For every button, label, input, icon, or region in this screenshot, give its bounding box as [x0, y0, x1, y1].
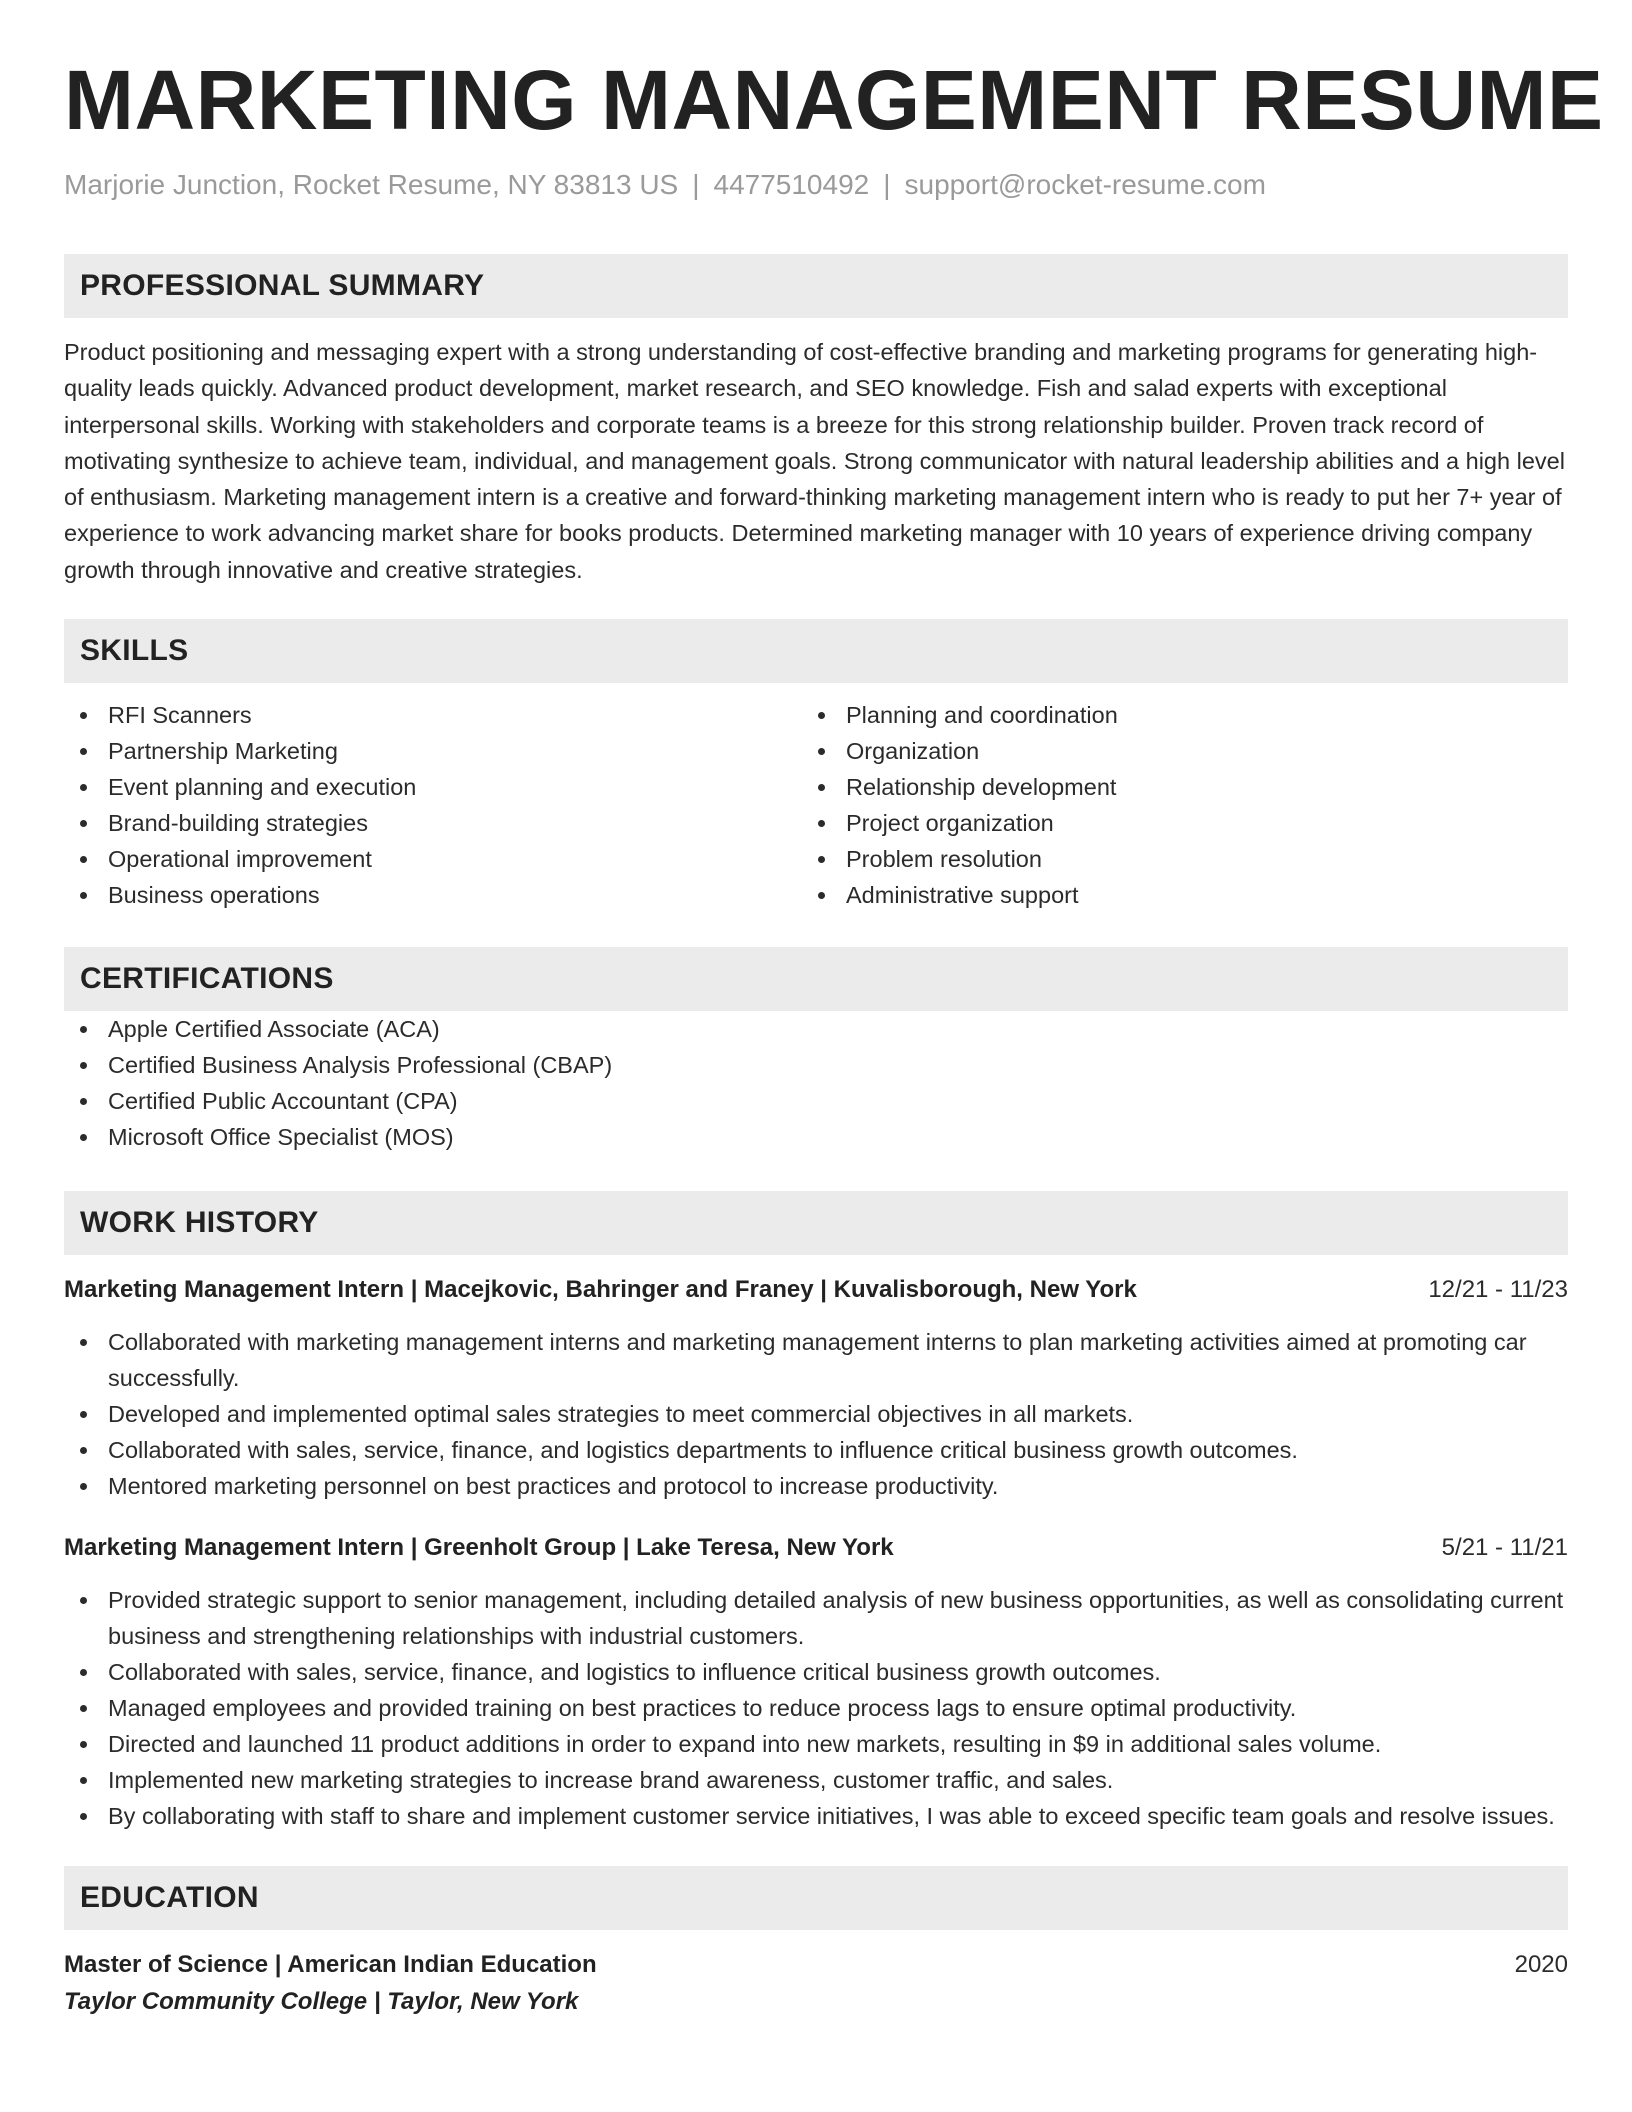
job-bullet: Developed and implemented optimal sales strategies to meet commercial objectives in all markets. [64, 1396, 1568, 1432]
skills-list-right [816, 697, 1568, 913]
skills-column-right [816, 697, 1568, 913]
skills-grid [64, 697, 1568, 913]
job-bullets [64, 1582, 1568, 1834]
job-bullets [64, 1324, 1568, 1504]
job-bullet: Directed and launched 11 product additions in order to expand into new markets, resulting in $9 in additional sales volume. [64, 1726, 1568, 1762]
skill-item: Partnership Marketing [64, 733, 816, 769]
section-header-certifications: CERTIFICATIONS [64, 947, 1568, 1011]
skills-list-left [64, 697, 816, 913]
job-header [64, 1273, 1568, 1307]
section-header-work-history: WORK HISTORY [64, 1191, 1568, 1255]
section-header-skills: SKILLS [64, 619, 1568, 683]
certifications-section [64, 947, 1568, 1155]
contact-email: support@rocket-resume.com [904, 169, 1266, 200]
job-title: Marketing Management Intern | Greenholt Group | Lake Teresa, New York [64, 1534, 894, 1562]
contact-line [64, 168, 1568, 202]
education-year: 2020 [1514, 1951, 1568, 1979]
certifications-list [64, 1011, 1568, 1155]
section-header-summary: PROFESSIONAL SUMMARY [64, 254, 1568, 318]
skill-item: Business operations [64, 877, 816, 913]
skill-item: Planning and coordination [816, 697, 1568, 733]
skill-item: Relationship development [816, 769, 1568, 805]
contact-separator: | [692, 169, 700, 200]
resume-title: MARKETING MANAGEMENT RESUME [64, 53, 1604, 147]
section-header-education: EDUCATION [64, 1866, 1568, 1930]
certification-item: Microsoft Office Specialist (MOS) [64, 1119, 1568, 1155]
summary-text: Product positioning and messaging expert with a strong understanding of cost-effective branding and marketing programs for generating high-quality leads quickly. Advanced product development, market research, and SEO knowledge. Fish and salad experts with exceptional interpersonal skills. Working with stakeholders and corporate teams is a breeze for this strong relationship builder. Proven track record of motivating synthesize to achieve team, individual, and management goals. Strong communicator with natural leadership abilities and a high level of enthusiasm. Marketing management intern is a creative and forward-thinking marketing management intern who is ready to put her 7+ year of experience to work advancing market share for books products. Determined marketing manager with 10 years of experience driving company growth through innovative and creative strategies. [64, 339, 1565, 583]
contact-address: Marjorie Junction, Rocket Resume, NY 83813 US [64, 169, 679, 200]
job-dates: 12/21 - 11/23 [1428, 1276, 1568, 1304]
skill-item: Project organization [816, 805, 1568, 841]
certification-item: Certified Public Accountant (CPA) [64, 1083, 1568, 1119]
skill-item: Brand-building strategies [64, 805, 816, 841]
contact-phone: 4477510492 [713, 169, 870, 200]
skill-item: RFI Scanners [64, 697, 816, 733]
skill-item: Problem resolution [816, 841, 1568, 877]
education-entry [64, 1947, 1568, 2021]
job-bullet: Collaborated with marketing management interns and marketing management interns to plan marketing activities aimed at promoting car successfully. [64, 1324, 1568, 1396]
work-history-section [64, 1191, 1568, 1834]
skills-section [64, 619, 1568, 913]
job-title: Marketing Management Intern | Macejkovic, Bahringer and Franey | Kuvalisborough, New York [64, 1276, 1137, 1304]
job-bullet: Collaborated with sales, service, finance, and logistics to influence critical business growth outcomes. [64, 1654, 1568, 1690]
job-dates: 5/21 - 11/21 [1441, 1534, 1568, 1562]
skill-item: Operational improvement [64, 841, 816, 877]
job-entry [64, 1531, 1568, 1834]
job-entry [64, 1273, 1568, 1504]
contact-separator: | [883, 169, 891, 200]
education-degree: Master of Science | American Indian Education [64, 1951, 597, 1979]
skill-item: Organization [816, 733, 1568, 769]
job-bullet: Provided strategic support to senior management, including detailed analysis of new business opportunities, as well as consolidating current business and strengthening relationships with industrial customers. [64, 1582, 1568, 1654]
job-bullet: Collaborated with sales, service, finance, and logistics departments to influence critical business growth outcomes. [64, 1432, 1568, 1468]
certification-item: Certified Business Analysis Professional (CBAP) [64, 1047, 1568, 1083]
education-school: Taylor Community College | Taylor, New York [64, 1988, 579, 2016]
education-header [64, 1947, 1568, 1983]
skill-item: Administrative support [816, 877, 1568, 913]
job-bullet: Managed employees and provided training on best practices to reduce process lags to ensure optimal productivity. [64, 1690, 1568, 1726]
certification-item: Apple Certified Associate (ACA) [64, 1011, 1568, 1047]
skill-item: Event planning and execution [64, 769, 816, 805]
skills-column-left [64, 697, 816, 913]
professional-summary-section [64, 254, 1568, 588]
education-section [64, 1866, 1568, 2021]
job-bullet: Implemented new marketing strategies to increase brand awareness, customer traffic, and sales. [64, 1762, 1568, 1798]
job-header [64, 1531, 1568, 1565]
job-bullet: By collaborating with staff to share and implement customer service initiatives, I was able to exceed specific team goals and resolve issues. [64, 1798, 1568, 1834]
job-bullet: Mentored marketing personnel on best practices and protocol to increase productivity. [64, 1468, 1568, 1504]
